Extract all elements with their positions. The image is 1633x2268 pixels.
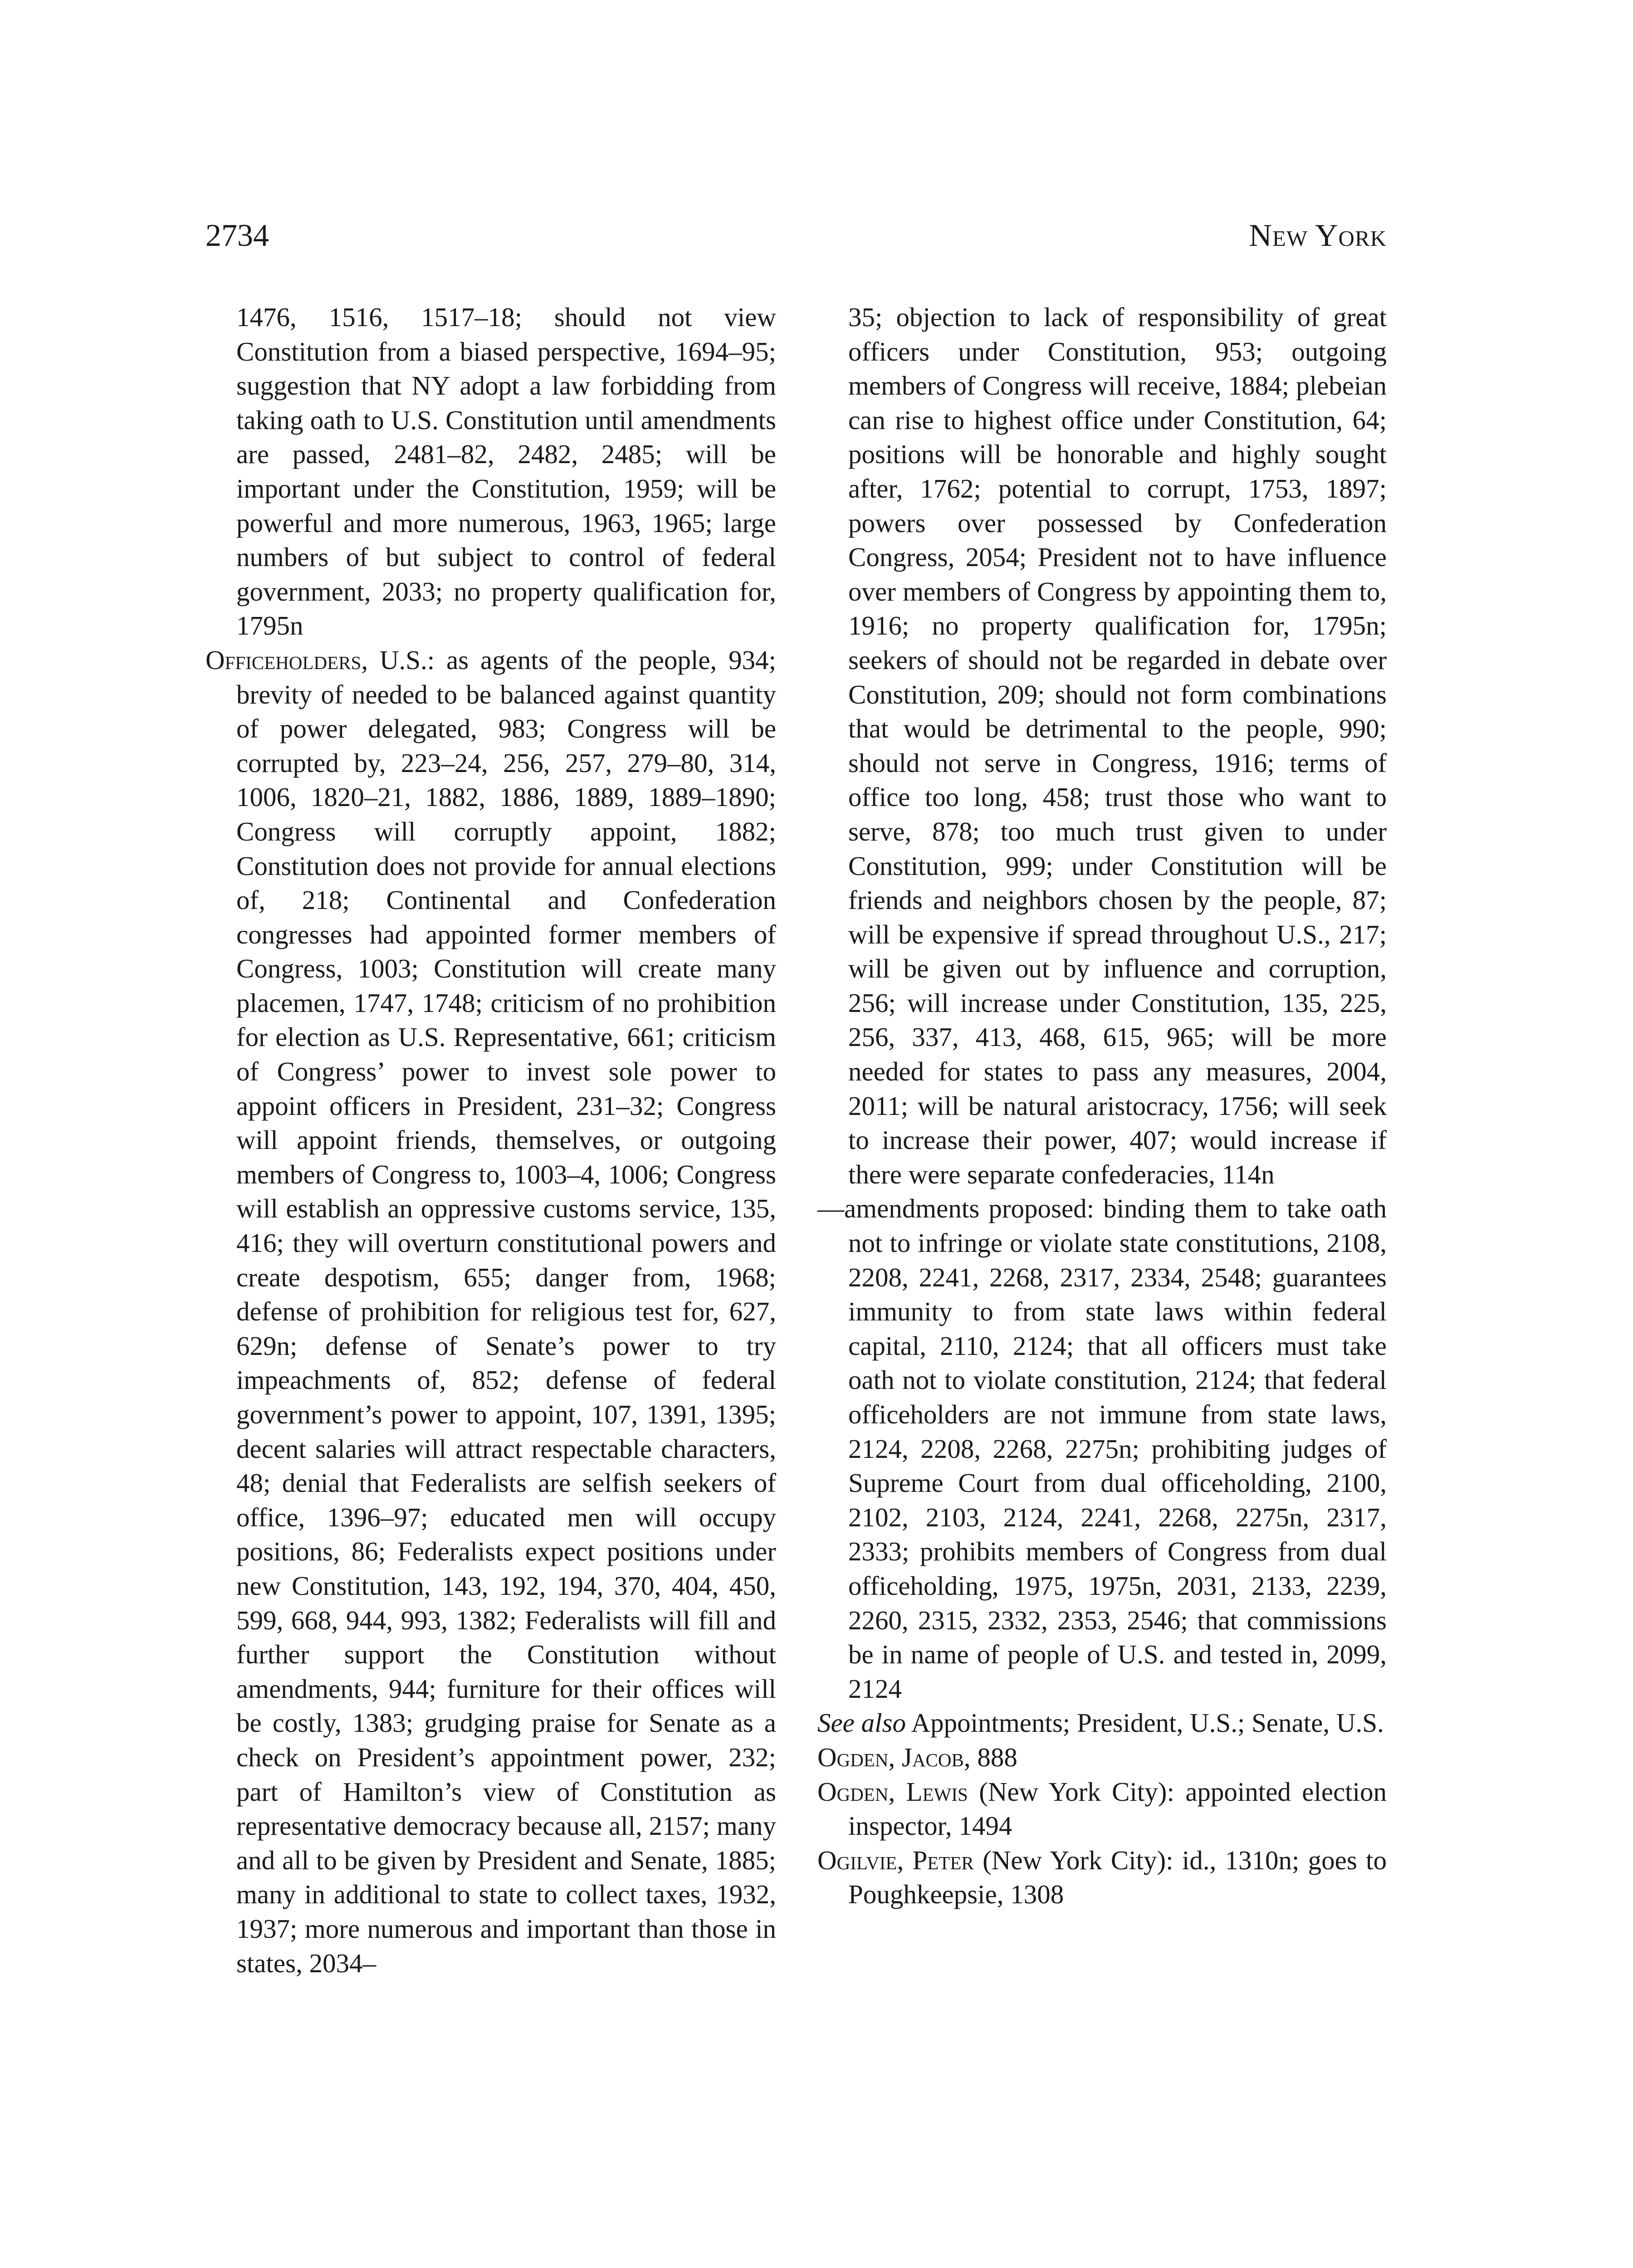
page-number: 2734 [205,218,269,253]
entry-headword: Ogilvie, Peter [817,1845,974,1875]
entry-text: (New York City): appointed election inspector, 1494 [848,1776,1387,1841]
see-also-label: See also [817,1708,906,1738]
continued-text: 1476, 1516, 1517–18; should not view Constitution from a biased perspective, 1694–95; suggestion that NY adopt a law forbidding from taking oath to U.S. Constitution until amendments are passed, 2481–82, 2482, 2485; will be important under the Constitution, 1959; will be powerful and more numerous, 1963, 1965; large numbers of but subject to control of federal government, 2033; no property qualification for, 1795n [236,302,776,641]
entry-headword: Officeholders [205,645,362,675]
entry-text: as agents of the people, 934; brevity of needed to be balanced against quantity of power delegated, 983; Congress will be corrupted by, 223–24, 256, 257, 279–80, 314, 1006, 1820–21, 1882, 1886, 1889, 1889–1890; Congress will corruptly appoint, 1882; Constitution does not provide for annual elections of, 218; Continental and Confederation congresses had appointed former members of Congress, 1003; Constitution will create many placemen, 1747, 1748; criticism of no prohibition for election as U.S. Representative, 661; criticism of Congress’ power to invest sole power to appoint officers in President, 231–32; Congress will appoint friends, themselves, or outgoing members of Congress to, 1003–4, 1006; Congress will establish an oppressive customs service, 135, 416; they will overturn constitutional powers and create despotism, 655; danger from, 1968; defense of prohibition for religious test for, 627, 629n; defense of Senate’s power to try impeachments of, 852; defense of federal government’s power to appoint, 107, 1391, 1395; decent salaries will attract respectable characters, 48; denial that Federalists are selfish seekers of office, 1396–97; educated men will occupy positions, 86; Federalists expect positions under new Constitution, 143, 192, 194, 370, 404, 450, 599, 668, 944, 993, 1382; Federalists will fill and further support the Constitution without amendments, 944; furniture for their offices will be costly, 1383; grudging praise for Senate as a check on President’s appointment power, 232; part of Hamilton’s view of Constitution as representative democracy because all, 2157; many and all to be given by President and Senate, 1885; many in additional to state to collect taxes, 1932, 1937; more numerous and important than those in states, 2034– [236,645,776,1978]
left-column [205,300,776,1980]
entry-headword: Ogden, Jacob [817,1742,964,1772]
right-column [817,300,1387,1912]
index-entry-ogden-lewis [817,1775,1387,1843]
sub-entry-amendments [817,1192,1387,1706]
entry-text: (New York City): id., 1310n; goes to Poughkeepsie, 1308 [848,1845,1387,1910]
index-entry-officeholders [205,643,776,1980]
entry-text: , 888 [963,1742,1017,1772]
sub-entry-text: —amendments proposed: binding them to take oath not to infringe or violate state constitutions, 2108, 2208, 2241, 2268, 2317, 2334, 2548; guarantees immunity to from state laws within federal capital, 2110, 2124; that all officers must take oath not to violate constitution, 2124; that federal officeholders are not immune from state laws, 2124, 2208, 2268, 2275n; prohibiting judges of Supreme Court from dual officeholding, 2100, 2102, 2103, 2124, 2241, 2268, 2275n, 2317, 2333; prohibits members of Congress from dual officeholding, 1975, 1975n, 2031, 2133, 2239, 2260, 2315, 2332, 2353, 2546; that commissions be in name of people of U.S. and tested in, 2099, 2124 [817,1193,1387,1704]
page-header [205,218,1387,268]
see-also-reference [817,1706,1387,1740]
continued-entry-text [817,300,1387,1192]
running-head: New York [1249,218,1387,253]
continued-entry-text [205,300,776,643]
continued-text: 35; objection to lack of responsibility of great officers under Constitution, 953; outgoing members of Congress will receive, 1884; plebeian can rise to highest office under Constitution, 64; positions will be honorable and highly sought after, 1762; potential to corrupt, 1753, 1897; powers over possessed by Confederation Congress, 2054; President not to have influence over members of Congress by appointing them to, 1916; no property qualification for, 1795n; seekers of should not be regarded in debate over Constitution, 209; should not form combinations that would be detrimental to the people, 990; should not serve in Congress, 1916; terms of office too long, 458; trust those who want to serve, 878; too much trust given to under Constitution, 999; under Constitution will be friends and neighbors chosen by the people, 87; will be expensive if spread throughout U.S., 217; will be given out by influence and corruption, 256; will increase under Constitution, 135, 225, 256, 337, 413, 468, 615, 965; will be more needed for states to pass any measures, 2004, 2011; will be natural aristocracy, 1756; will seek to increase their power, 407; would increase if there were separate confederacies, 114n [848,302,1387,1189]
entry-headword-suffix: , U.S.: [361,645,435,675]
see-also-text: Appointments; President, U.S.; Senate, U.S. [905,1708,1384,1738]
index-entry-ogden-jacob [817,1740,1387,1775]
index-entry-ogilvie-peter [817,1843,1387,1912]
entry-headword: Ogden, Lewis [817,1776,968,1807]
